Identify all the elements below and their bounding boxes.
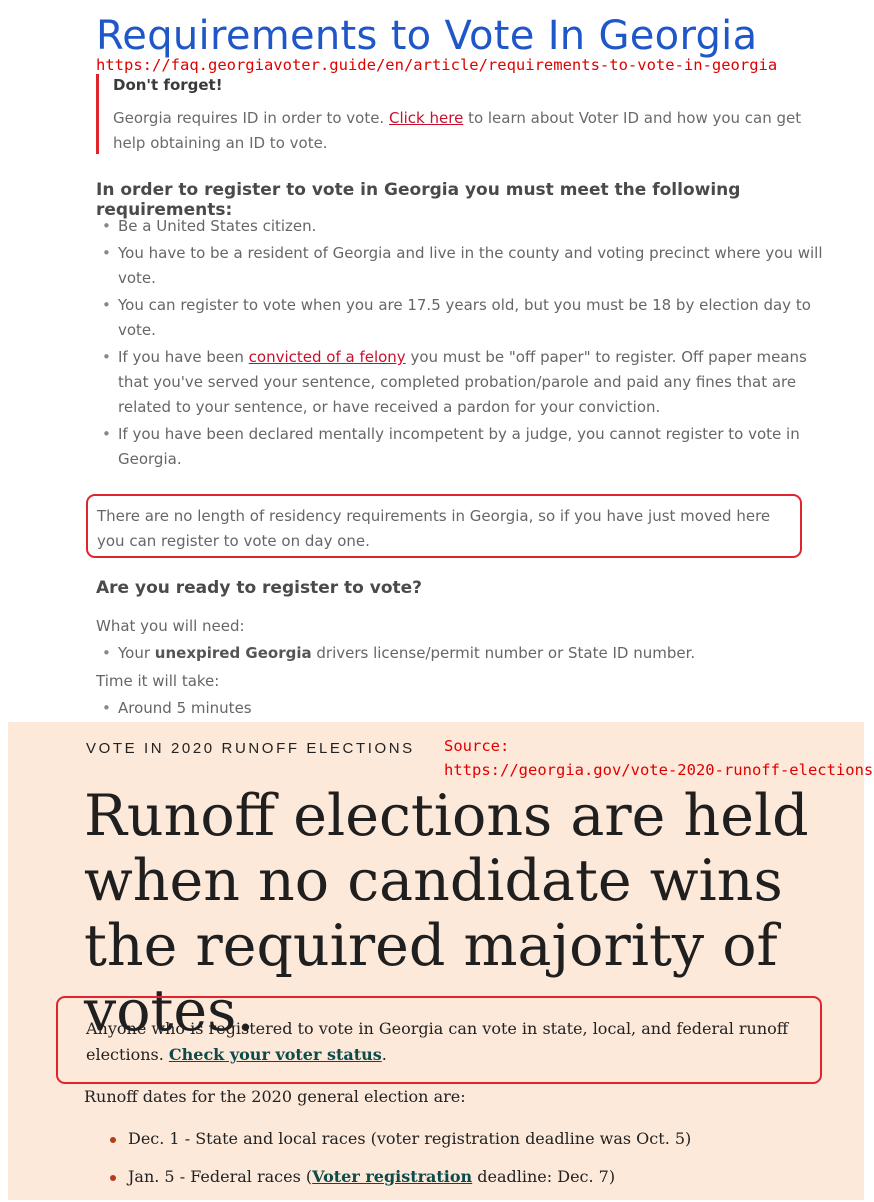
need-before: Your: [118, 644, 155, 662]
source-label: Source:: [444, 737, 510, 755]
callout-text-after: to learn about Voter ID and how you can get help obtaining an ID to vote.: [113, 109, 802, 152]
need-bold: unexpired Georgia: [154, 644, 312, 662]
runoff-dates-list: [108, 1126, 691, 1202]
requirements-list: [96, 214, 826, 474]
ready-heading: Are you ready to register to vote?: [96, 578, 423, 598]
eligibility-text: [86, 1016, 806, 1068]
eligibility-end: .: [381, 1045, 387, 1064]
list-item: • If you have been declared mentally incompetent by a judge, you cannot register to vote in Georgia.: [96, 422, 826, 472]
list-item: • Be a United States citizen.: [96, 214, 826, 239]
felony-link[interactable]: convicted of a felony: [248, 348, 406, 366]
requirements-heading: In order to register to vote in Georgia you must meet the following requirements:: [96, 180, 741, 220]
callout-title: Don't forget!: [113, 76, 223, 94]
list-item-felony: [96, 345, 826, 420]
eligibility-highlight-box: [56, 996, 822, 1084]
need-after: drivers license/permit number or State ID number.: [311, 644, 696, 662]
list-item-federal: [108, 1164, 691, 1190]
date2-before: Jan. 5 - Federal races (: [128, 1167, 313, 1186]
residency-highlight-box: [86, 494, 802, 558]
felony-text-before: If you have been: [118, 348, 249, 366]
eligibility-body: Anyone who is registered to vote in Georgia can vote in state, local, and federal runoff elections.: [86, 1019, 789, 1064]
runoff-eyebrow: VOTE IN 2020 RUNOFF ELECTIONS: [86, 740, 415, 757]
page-title: Requirements to Vote In Georgia: [96, 13, 758, 59]
callout-text-before: Georgia requires ID in order to vote.: [113, 109, 389, 127]
list-item: • You have to be a resident of Georgia and live in the county and voting precinct where you will vote.: [96, 241, 826, 291]
residency-note: There are no length of residency requirements in Georgia, so if you have just moved here you can register to vote on day one.: [97, 507, 771, 550]
voter-id-link[interactable]: Click here: [388, 109, 464, 127]
list-item: • You can register to vote when you are 17.5 years old, but you must be 18 by election day to vote.: [96, 293, 826, 343]
check-voter-status-link[interactable]: Check your voter status: [168, 1045, 382, 1064]
runoff-section: [8, 722, 874, 1200]
source-url: https://georgia.gov/vote-2020-runoff-elections: [444, 761, 874, 779]
runoff-headline: Runoff elections are held when no candidate wins the required majority of votes.: [84, 783, 809, 1044]
source-annotation: [444, 734, 873, 782]
felony-text-after: you must be "off paper" to register. Off paper means that you've served your sentence, completed probation/parole and paid any fines that are related to your sentence, or have received a pardon for your conviction.: [118, 348, 807, 416]
source-url-annotation: https://faq.georgiavoter.guide/en/article/requirements-to-vote-in-georgia: [96, 56, 778, 74]
callout-text: [113, 106, 803, 156]
date2-after: deadline: Dec. 7): [472, 1167, 616, 1186]
time-label: Time it will take:: [96, 672, 220, 690]
dates-intro: Runoff dates for the 2020 general election are:: [84, 1087, 466, 1106]
need-item: [96, 642, 695, 664]
list-item: Dec. 1 - State and local races (voter registration deadline was Oct. 5): [108, 1126, 691, 1152]
time-value: • Around 5 minutes: [96, 697, 252, 719]
dont-forget-callout: [96, 74, 802, 154]
voter-registration-link[interactable]: Voter registration: [312, 1167, 473, 1186]
need-label: What you will need:: [96, 617, 245, 635]
